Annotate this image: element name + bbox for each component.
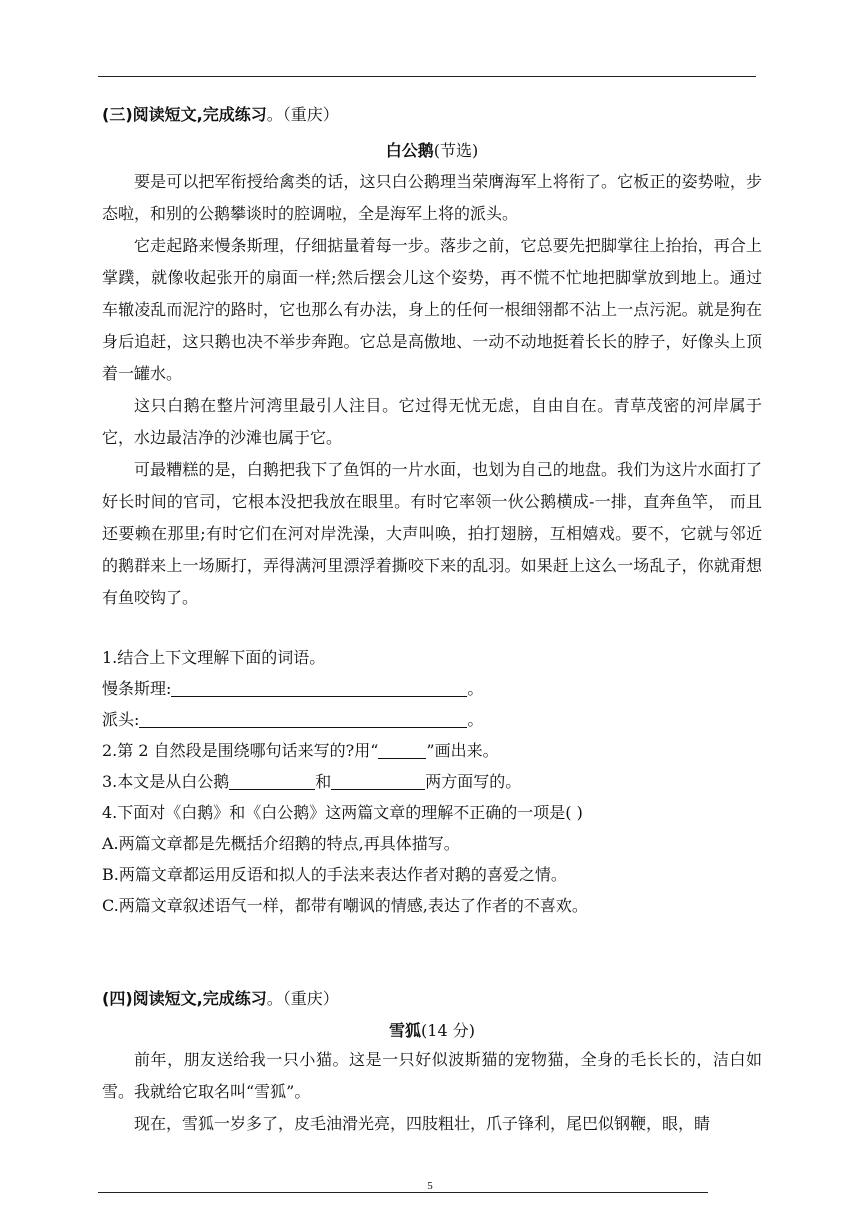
section4-passage (102, 1044, 762, 1140)
section3-passage (102, 166, 762, 614)
question-1b: 派头: 。 (102, 710, 484, 729)
paragraph-1: 要是可以把军衔授给禽类的话，这只白公鹅理当荣膺海军上将衔了。它板正的姿势啦，步态啦，和别的公鹅攀谈时的腔调啦，全是海军上将的派头。 (102, 172, 762, 223)
underline-sample (378, 740, 426, 759)
question-2: 2.第 2 自然段是围绕哪句话来写的?用“ ”画出来。 (102, 741, 499, 760)
section3-heading: (三)阅读短文,完成练习。（重庆） (102, 105, 339, 124)
page-number: 5 (427, 1180, 433, 1192)
paragraph-2: 它走起路来慢条斯理，仔细掂量着每一步。落步之前，它总要先把脚掌往上抬抬，再合上掌蹼，就像收起张开的扇面一样;然后摆会儿这个姿势，再不慌不忙地把脚掌放到地上。通过车辙凌乱而泥泞的路时，它也那么有办法，身上的任何一根细翎都不沾上一点污泥。就是狗在身后追赶，这只鹅也决不举步奔跑。它总是高傲地、一动不动地挺着长长的脖子，好像头上顶着一罐水。 (102, 236, 762, 383)
option-c: C.两篇文章叙述语气一样，都带有嘲讽的情感,表达了作者的不喜欢。 (102, 896, 588, 915)
section4-heading: (四)阅读短文,完成练习。（重庆） (102, 989, 339, 1008)
questions (102, 642, 762, 921)
question-3: 3.本文是从白公鹅 和 两方面写的。 (102, 772, 522, 791)
section3-title: 白公鹅(节选) (385, 141, 479, 160)
question-1a: 慢条斯理: 。 (102, 679, 484, 698)
paragraph-3: 这只白鹅在整片河湾里最引人注目。它过得无忧无虑，自由自在。青草茂密的河岸属于它，水边最洁净的沙滩也属于它。 (102, 396, 762, 447)
s4-paragraph-2: 现在，雪狐一岁多了，皮毛油滑光亮，四肢粗壮，爪子锋利，尾巴似钢鞭，眼，睛 (134, 1114, 711, 1133)
answer-blank-3b[interactable] (331, 771, 425, 790)
answer-blank-3a[interactable] (229, 771, 315, 790)
option-a: A.两篇文章都是先概括介绍鹅的特点,再具体描写。 (102, 834, 460, 853)
paragraph-4: 可最糟糕的是，白鹅把我下了鱼饵的一片水面，也划为自己的地盘。我们为这片水面打了好长时间的官司，它根本没把我放在眼里。有时它率领一伙公鹅横成-一排，直奔鱼竿， 而且还要赖在那里;有时它们在河对岸洗澡，大声叫唤，拍打翅膀，互相嬉戏。要不，它就与邻近的鹅群来上一场厮打，弄得满河里漂浮着撕咬下来的乱羽。如果赶上这么一场乱子，你就甭想有鱼咬钩了。 (102, 460, 762, 607)
question-4: 4.下面对《白鹅》和《白公鹅》这两篇文章的理解不正确的一项是( ) (102, 803, 583, 822)
question-1: 1.结合上下文理解下面的词语。 (102, 648, 326, 667)
answer-blank-1a[interactable] (171, 678, 467, 697)
option-b: B.两篇文章都运用反语和拟人的手法来表达作者对鹅的喜爱之情。 (102, 865, 567, 884)
bottom-rule (98, 1192, 708, 1193)
answer-blank-1b[interactable] (139, 709, 467, 728)
top-rule (98, 76, 756, 77)
section4-title: 雪狐(14 分) (389, 1021, 475, 1040)
s4-paragraph-1: 前年，朋友送给我一只小猫。这是一只好似波斯猫的宠物猫，全身的毛长长的，洁白如雪。我就给它取名叫“雪狐”。 (102, 1050, 762, 1101)
